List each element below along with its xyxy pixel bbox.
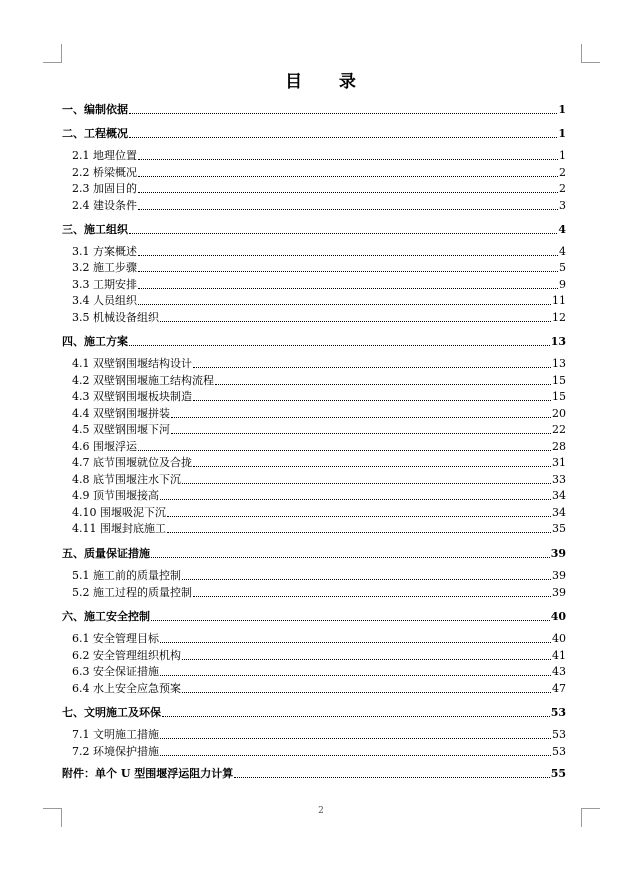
toc-entry-page: 34 [552, 506, 566, 519]
corner-mark-top-right [581, 44, 600, 63]
toc-dot-leader [193, 399, 551, 401]
toc-section-entry[interactable] [62, 633, 566, 645]
toc-entry-label: 4.7 底节围堰就位及合拢 [72, 456, 192, 469]
toc-entry-page: 2 [559, 182, 566, 195]
toc-chapter-entry[interactable] [62, 548, 566, 560]
toc-entry-label: 4.6 围堰浮运 [72, 440, 137, 453]
toc-dot-leader [160, 320, 551, 322]
toc-entry-page: 3 [559, 199, 566, 212]
toc-entry-page: 35 [552, 522, 566, 535]
toc-section-entry[interactable] [62, 295, 566, 307]
toc-section-entry[interactable] [62, 312, 566, 324]
toc-dot-leader [182, 482, 551, 484]
title-char-2: 录 [338, 72, 357, 92]
toc-dot-leader [151, 556, 550, 558]
toc-entry-label: 3.1 方案概述 [72, 245, 137, 258]
toc-entry-page: 39 [552, 586, 566, 599]
toc-entry-label: 三、施工组织 [62, 223, 128, 236]
toc-section-entry[interactable] [62, 683, 566, 695]
toc-dot-leader [215, 383, 551, 385]
toc-entry-label: 一、编制依据 [62, 103, 128, 116]
toc-section-entry[interactable] [62, 408, 566, 420]
page-number: 2 [318, 806, 324, 816]
toc-entry-label: 七、文明施工及环保 [62, 706, 161, 719]
toc-entry-label: 2.4 建设条件 [72, 199, 137, 212]
toc-dot-leader [171, 432, 551, 434]
toc-dot-leader [234, 776, 549, 778]
toc-entry-label: 6.1 安全管理目标 [72, 632, 159, 645]
toc-entry-page: 31 [552, 456, 566, 469]
toc-section-entry[interactable] [62, 457, 566, 469]
toc-section-entry[interactable] [62, 391, 566, 403]
toc-dot-leader [193, 595, 551, 597]
toc-section-entry[interactable] [62, 375, 566, 387]
toc-entry-page: 13 [552, 357, 566, 370]
toc-section-entry[interactable] [62, 167, 566, 179]
toc-section-entry[interactable] [62, 200, 566, 212]
toc-entry-label: 二、工程概况 [62, 127, 128, 140]
toc-entry-page: 53 [552, 728, 566, 741]
toc-dot-leader [193, 366, 551, 368]
toc-dot-leader [151, 619, 550, 621]
toc-dot-leader [138, 270, 558, 272]
toc-entry-page: 4 [558, 223, 566, 236]
toc-entry-page: 43 [552, 665, 566, 678]
toc-dot-leader [138, 175, 558, 177]
toc-entry-page: 1 [558, 127, 566, 140]
toc-entry-label: 7.1 文明施工措施 [72, 728, 159, 741]
toc-section-entry[interactable] [62, 262, 566, 274]
toc-entry-page: 55 [550, 767, 566, 780]
toc-entry-page: 22 [552, 423, 566, 436]
toc-entry-label: 4.9 顶节围堰接高 [72, 489, 159, 502]
toc-section-entry[interactable] [62, 523, 566, 535]
toc-section-entry[interactable] [62, 441, 566, 453]
toc-entry-page: 2 [559, 166, 566, 179]
toc-entry-label: 3.3 工期安排 [72, 278, 137, 291]
toc-entry-label: 2.2 桥梁概况 [72, 166, 137, 179]
toc-entry-page: 39 [550, 547, 566, 560]
toc-entry-page: 20 [552, 407, 566, 420]
toc-dot-leader [138, 191, 558, 193]
toc-entry-label: 6.4 水上安全应急预案 [72, 682, 181, 695]
toc-entry-label: 附件：单个 U 型围堰浮运阻力计算 [62, 767, 234, 780]
toc-entry-page: 15 [552, 374, 566, 387]
toc-entry-label: 4.5 双壁钢围堰下河 [72, 423, 170, 436]
toc-entry-label: 5.1 施工前的质量控制 [72, 569, 181, 582]
toc-section-entry[interactable] [62, 650, 566, 662]
toc-entry-page: 41 [552, 649, 566, 662]
toc-dot-leader [162, 715, 550, 717]
toc-entry-label: 四、施工方案 [62, 335, 128, 348]
toc-entry-label: 4.3 双壁钢围堰板块制造 [72, 390, 192, 403]
toc-entry-page: 28 [552, 440, 566, 453]
page-title [0, 67, 642, 92]
toc-entry-label: 2.1 地理位置 [72, 149, 137, 162]
toc-dot-leader [160, 641, 551, 643]
toc-entry-page: 15 [552, 390, 566, 403]
toc-entry-label: 4.10 围堰吸泥下沉 [72, 506, 166, 519]
toc-dot-leader [138, 287, 558, 289]
toc-section-entry[interactable] [62, 183, 566, 195]
toc-dot-leader [182, 691, 551, 693]
toc-entry-page: 39 [552, 569, 566, 582]
toc-entry-label: 7.2 环境保护措施 [72, 745, 159, 758]
toc-chapter-entry[interactable] [62, 336, 566, 348]
toc-dot-leader [160, 674, 551, 676]
toc-dot-leader [182, 658, 551, 660]
toc-chapter-entry[interactable] [62, 707, 566, 719]
toc-dot-leader [171, 416, 551, 418]
toc-section-entry[interactable] [62, 587, 566, 599]
toc-section-entry[interactable] [62, 424, 566, 436]
toc-entry-label: 4.1 双壁钢围堰结构设计 [72, 357, 192, 370]
toc-section-entry[interactable] [62, 490, 566, 502]
toc-entry-label: 六、施工安全控制 [62, 610, 150, 623]
toc-entry-label: 5.2 施工过程的质量控制 [72, 586, 192, 599]
toc-chapter-entry[interactable] [62, 224, 566, 236]
toc-entry-page: 5 [559, 261, 566, 274]
toc-section-entry[interactable] [62, 746, 566, 758]
toc-entry-label: 3.2 施工步骤 [72, 261, 137, 274]
toc-entry-label: 6.3 安全保证措施 [72, 665, 159, 678]
toc-dot-leader [138, 303, 551, 305]
toc-entry-label: 3.5 机械设备组织 [72, 311, 159, 324]
toc-entry-page: 53 [552, 745, 566, 758]
toc-chapter-entry[interactable] [62, 128, 566, 140]
toc-chapter-entry[interactable] [62, 104, 566, 116]
toc-section-entry[interactable] [62, 474, 566, 486]
toc-section-entry[interactable] [62, 150, 566, 162]
toc-entry-page: 9 [559, 278, 566, 291]
toc-section-entry[interactable] [62, 246, 566, 258]
toc-dot-leader [167, 515, 551, 517]
toc-section-entry[interactable] [62, 666, 566, 678]
toc-dot-leader [160, 737, 551, 739]
toc-entry-page: 53 [550, 706, 566, 719]
toc-dot-leader [138, 158, 558, 160]
toc-entry-page: 40 [552, 632, 566, 645]
toc-entry-page: 13 [550, 335, 566, 348]
toc-dot-leader [138, 449, 551, 451]
toc-dot-leader [129, 344, 550, 346]
toc-dot-leader [160, 498, 551, 500]
toc-entry-page: 11 [552, 294, 566, 307]
toc-entry-page: 1 [559, 149, 566, 162]
toc-chapter-entry[interactable] [62, 611, 566, 623]
toc-section-entry[interactable] [62, 358, 566, 370]
toc-section-entry[interactable] [62, 279, 566, 291]
toc-dot-leader [193, 465, 551, 467]
toc-entry-page: 34 [552, 489, 566, 502]
toc-entry-label: 4.11 围堰封底施工 [72, 522, 166, 535]
toc-dot-leader [182, 578, 551, 580]
toc-section-entry[interactable] [62, 729, 566, 741]
toc-entry-page: 12 [552, 311, 566, 324]
toc-section-entry[interactable] [62, 507, 566, 519]
toc-entry-label: 3.4 人员组织 [72, 294, 137, 307]
toc-dot-leader [129, 136, 557, 138]
toc-chapter-entry[interactable] [62, 768, 566, 780]
toc-dot-leader [160, 754, 551, 756]
toc-entry-page: 33 [552, 473, 566, 486]
toc-entry-label: 6.2 安全管理组织机构 [72, 649, 181, 662]
toc-entry-page: 4 [559, 245, 566, 258]
toc-entry-label: 4.8 底节围堰注水下沉 [72, 473, 181, 486]
toc-section-entry[interactable] [62, 570, 566, 582]
toc-entry-page: 40 [550, 610, 566, 623]
toc-entry-label: 4.2 双壁钢围堰施工结构流程 [72, 374, 214, 387]
toc-dot-leader [138, 254, 558, 256]
toc-dot-leader [138, 208, 558, 210]
toc-dot-leader [129, 232, 557, 234]
toc-dot-leader [129, 112, 557, 114]
toc-dot-leader [167, 531, 551, 533]
toc-entry-label: 五、质量保证措施 [62, 547, 150, 560]
toc-entry-page: 47 [552, 682, 566, 695]
toc-entry-label: 2.3 加固目的 [72, 182, 137, 195]
toc-entry-label: 4.4 双壁钢围堰拼装 [72, 407, 170, 420]
title-char-1: 目 [285, 72, 304, 92]
corner-mark-top-left [43, 44, 62, 63]
toc-entry-page: 1 [558, 103, 566, 116]
